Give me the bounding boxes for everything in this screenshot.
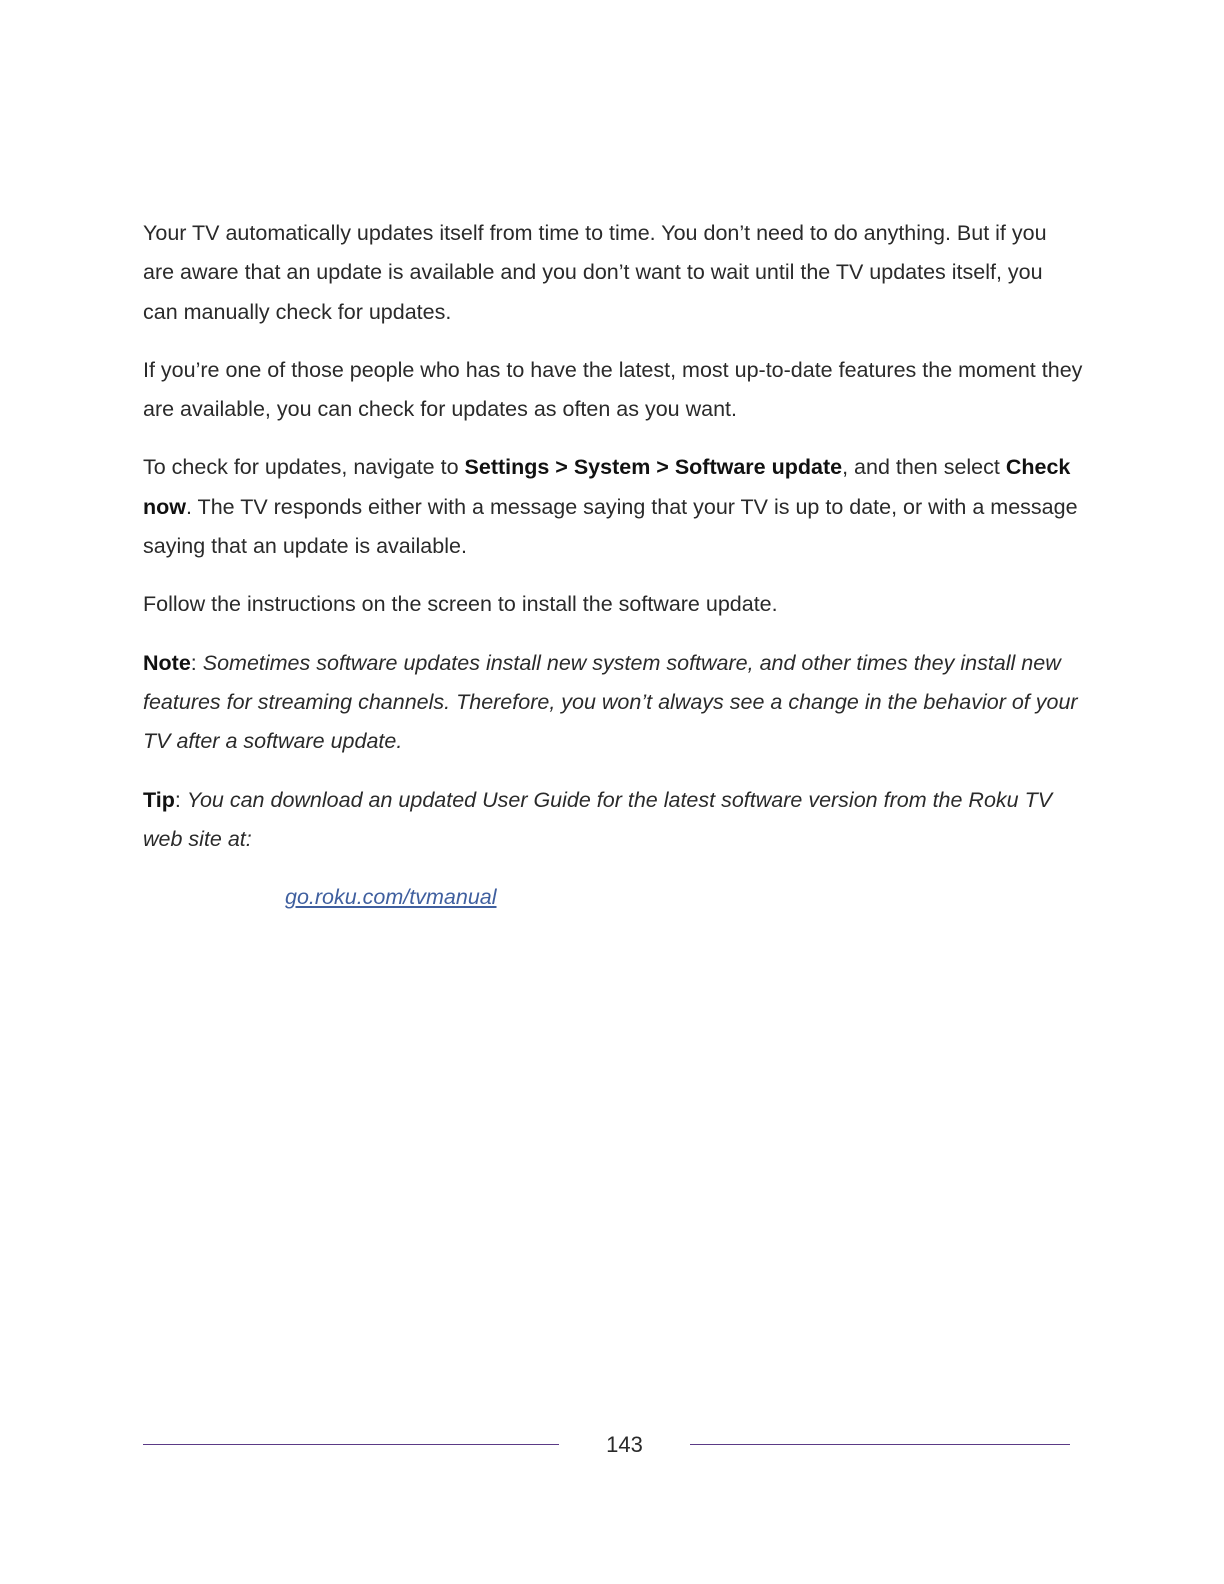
tip-separator: :	[174, 787, 187, 812]
link-line	[143, 878, 1083, 917]
text: , and then select	[842, 455, 1006, 480]
note-paragraph	[143, 644, 1083, 762]
paragraph-check-updates	[143, 448, 1083, 566]
text: To check for updates, navigate to	[143, 455, 465, 480]
footer-rule-right	[690, 1444, 1070, 1445]
tv-manual-link[interactable]: go.roku.com/tvmanual	[285, 885, 497, 910]
paragraph-latest-features: If you’re one of those people who has to have the latest, most up-to-date features the moment they are available, you can check for updates as often as you want.	[143, 357, 1083, 422]
paragraph-auto-update: Your TV automatically updates itself from time to time. You don’t need to do anything. But if you are aware that an update is available and you don’t want to wait until the TV updates itself, you can manually check for updates.	[143, 221, 1047, 324]
check-now-label: Check now	[143, 455, 1071, 519]
note-text: Sometimes software updates install new system software, and other times they install new features for streaming channels. Therefore, you won’t always see a change in the behavior of your TV after a software update.	[143, 650, 1078, 754]
text: . The TV responds either with a message saying that your TV is up to date, or with a message saying that an update is available.	[143, 494, 1078, 559]
tip-paragraph	[143, 781, 1083, 860]
page-number: 143	[606, 1432, 643, 1457]
menu-path: Settings > System > Software update	[464, 455, 843, 480]
page-content	[143, 214, 1083, 936]
paragraph-follow-instructions: Follow the instructions on the screen to install the software update.	[143, 592, 778, 617]
tip-label: Tip	[143, 787, 175, 812]
footer-rule-left	[143, 1444, 559, 1445]
page-footer	[143, 1428, 1070, 1464]
note-separator: :	[190, 650, 203, 675]
note-label: Note	[143, 650, 191, 675]
tip-text: You can download an updated User Guide for the latest software version from the Roku TV web site at:	[143, 787, 1053, 851]
